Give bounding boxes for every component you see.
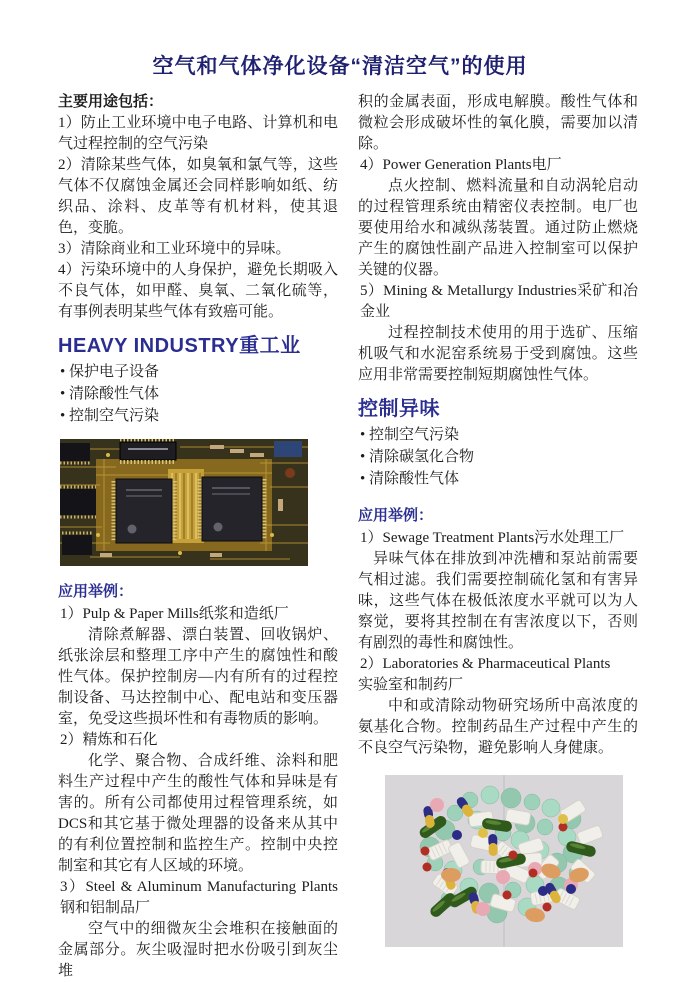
example-title-mining: 5）Mining & Metallurgy Industries采矿和冶金业	[358, 281, 638, 323]
bullet-item: • 保护电子设备	[58, 361, 338, 383]
heavy-industry-bullets	[58, 361, 338, 427]
usage-item-1: 1）防止工业环境中电子电路、计算机和电气过程控制的空气污染	[58, 113, 338, 155]
left-column	[58, 92, 338, 982]
usage-item-2: 2）清除某些气体，如臭氧和氯气等，这些气体不仅腐蚀金属还会同样影响如纸、纺织品、涂料、皮革等有机材料，使其退色，变脆。	[58, 155, 338, 239]
example-title-refining: 2）精炼和石化	[58, 730, 338, 751]
example-body-refining: 化学、聚合物、合成纤维、涂料和肥料生产过程中产生的酸性气体和异味是有害的。所有公司都使用过程管理系统，如DCS和其它基于微处理器的设备来从其中的有利位置控制和监控生产。控制中央控制室和其它有人区域的环境。	[58, 751, 338, 877]
example-body-pulp-paper: 清除煮解器、漂白装置、回收锅炉、纸张涂层和整理工序中产生的腐蚀性和酸性气体。保护控制房—内有所有的过程控制设备、马达控制中心、配电站和变压器室，免受这些损坏性和有毒物质的影响。	[58, 625, 338, 730]
bullet-item: • 清除酸性气体	[358, 468, 638, 490]
examples-heading-left: 应用举例：	[58, 581, 338, 602]
right-column	[358, 92, 638, 947]
example-title-power: 4）Power Generation Plants电厂	[358, 155, 638, 176]
pills-image	[385, 775, 623, 947]
example-body-mining: 过程控制技术使用的用于选矿、压缩机吸气和水泥窑系统易于受到腐蚀。这些应用非常需要控制短期腐蚀性气体。	[358, 323, 638, 386]
example-title-labs: 2）Laboratories & Pharmaceutical Plants	[358, 654, 638, 675]
pills-graphic	[385, 775, 623, 947]
examples-heading-right: 应用举例：	[358, 505, 638, 526]
example-body-power: 点火控制、燃料流量和自动涡轮启动的过程管理系统由精密仪表控制。电厂也要使用给水和减纵荡装置。通过防止燃烧产生的腐蚀性副产品进入控制室可以保护关键的仪器。	[358, 176, 638, 281]
section-heading-heavy-industry: HEAVY INDUSTRY重工业	[58, 336, 338, 357]
example-body-labs: 中和或清除动物研究场所中高浓度的氨基化合物。控制药品生产过程中产生的不良空气污染物，避免影响人身健康。	[358, 696, 638, 759]
example-title-sewage: 1）Sewage Treatment Plants污水处理工厂	[358, 528, 638, 549]
bullet-item: • 控制空气污染	[58, 405, 338, 427]
example-title-steel-aluminum: 3）Steel & Aluminum Manufacturing Plants钢和铝制品厂	[58, 877, 338, 919]
page-title: 空气和气体净化设备“清洁空气”的使用	[0, 50, 680, 80]
intro-heading: 主要用途包括：	[58, 92, 338, 113]
usage-item-3: 3）清除商业和工业环境中的异味。	[58, 239, 338, 260]
example-title-pulp-paper: 1）Pulp & Paper Mills纸浆和造纸厂	[58, 604, 338, 625]
section-heading-odor-control: 控制异味	[358, 399, 638, 420]
example-subtitle-labs: 实验室和制药厂	[358, 675, 638, 696]
bullet-item: • 控制空气污染	[358, 424, 638, 446]
example-body-steel-aluminum: 空气中的细微灰尘会堆积在接触面的金属部分。灰尘吸湿时把水份吸引到灰尘堆	[58, 919, 338, 982]
example-body-sewage: 异味气体在排放到冲洗槽和泵站前需要气相过滤。我们需要控制硫化氢和有害异味，这些气体在极低浓度水平就可以为人察觉，要将其控制在有害浓度以下，否则有剧烈的毒性和腐蚀性。	[358, 549, 638, 654]
circuit-board-image	[60, 439, 308, 566]
usage-item-4: 4）污染环境中的人身保护，避免长期吸入不良气体，如甲醛、臭氧、二氧化硫等，有事例表明某些气体有致癌可能。	[58, 260, 338, 323]
odor-control-bullets	[358, 424, 638, 490]
circuit-board-graphic	[60, 439, 308, 566]
bullet-item: • 清除酸性气体	[58, 383, 338, 405]
bullet-item: • 清除碳氢化合物	[358, 446, 638, 468]
continuation-paragraph: 积的金属表面，形成电解膜。酸性气体和微粒会形成破坏性的氧化膜，需要加以清除。	[358, 92, 638, 155]
